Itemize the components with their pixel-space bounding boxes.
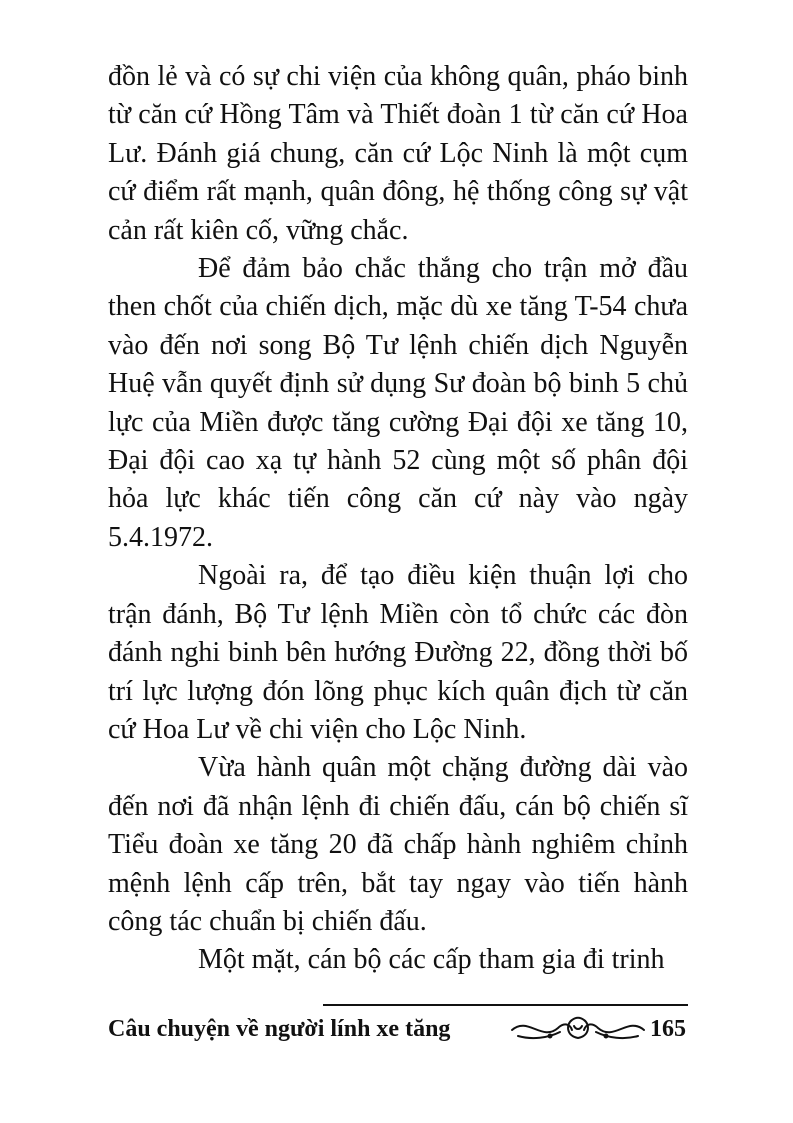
paragraph: Để đảm bảo chắc thắng cho trận mở đầu then chốt của chiến dịch, mặc dù xe tăng T-54 chưa vào đến nơi song Bộ Tư lệnh chiến dịch Nguyễn Huệ vẫn quyết định sử dụng Sư đoàn bộ binh 5 chủ lực của Miền được tăng cường Đại đội xe tăng 10, Đại đội cao xạ tự hành 52 cùng một số phân đội hỏa lực khác tiến công căn cứ này vào ngày 5.4.1972.	[108, 253, 688, 553]
page-number: 165	[650, 1016, 686, 1042]
book-title: Câu chuyện về người lính xe tăng	[108, 1016, 451, 1042]
paragraph: Ngoài ra, để tạo điều kiện thuận lợi cho trận đánh, Bộ Tư lệnh Miền còn tổ chức các đòn đánh nghi binh bên hướng Đường 22, đồng thời bố trí lực lượng đón lõng phục kích quân địch từ căn cứ Hoa Lư về chi viện cho Lộc Ninh.	[108, 560, 688, 745]
paragraph-continued: đồn lẻ và có sự chi viện của không quân, pháo binh từ căn cứ Hồng Tâm và Thiết đoàn 1 từ căn cứ Hoa Lư. Đánh giá chung, căn cứ Lộc Ninh là một cụm cứ điểm rất mạnh, quân đông, hệ thống công sự vật cản rất kiên cố, vững chắc.	[108, 61, 688, 246]
page-footer	[108, 1000, 688, 1050]
footer-rule	[323, 1004, 688, 1006]
paragraph: Một mặt, cán bộ các cấp tham gia đi trinh	[198, 944, 665, 976]
page-body	[108, 58, 688, 980]
scroll-ornament-icon	[508, 1010, 648, 1046]
paragraph: Vừa hành quân một chặng đường dài vào đến nơi đã nhận lệnh đi chiến đấu, cán bộ chiến sĩ Tiểu đoàn xe tăng 20 đã chấp hành nghiêm chỉnh mệnh lệnh cấp trên, bắt tay ngay vào tiến hành công tác chuẩn bị chiến đấu.	[108, 752, 688, 937]
